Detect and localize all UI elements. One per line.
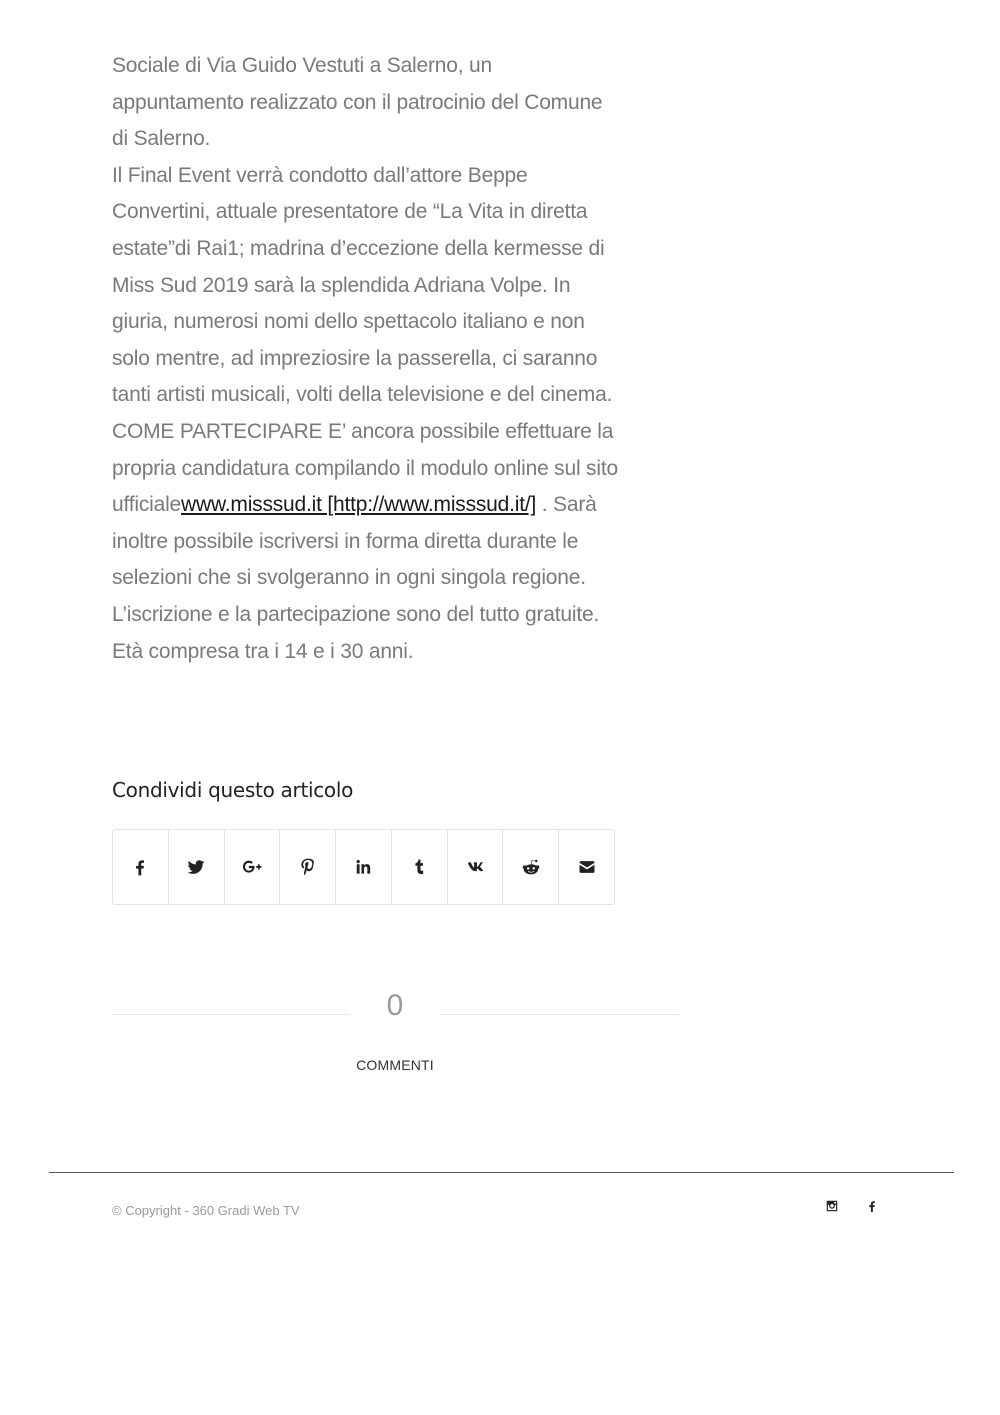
footer-instagram-link[interactable] <box>824 1197 840 1215</box>
copyright-text: © Copyright - 360 Gradi Web TV <box>112 1203 300 1218</box>
footer-social-links <box>824 1197 880 1215</box>
share-bar <box>112 829 615 905</box>
article-text: . Sarà inoltre possibile iscriversi in forma diretta durante le selezioni che si svolgeranno in ogni singola regione. L’iscrizione e la partecipazione sono del tutto gratuite. Età compresa tra i 14 e i 30 anni. <box>112 493 600 663</box>
share-mail-button[interactable] <box>559 830 614 904</box>
article-text: COME PARTECIPARE E’ ancora possibile effettuare la propria candidatura compilando il modulo online sul sito ufficiale <box>112 419 618 517</box>
share-tumblr-button[interactable] <box>392 830 448 904</box>
comments-label[interactable]: COMMENTI <box>356 1057 434 1073</box>
comments-section <box>112 985 679 1085</box>
footer-facebook-link[interactable] <box>864 1197 880 1215</box>
share-twitter-button[interactable] <box>169 830 225 904</box>
share-facebook-button[interactable] <box>113 830 169 904</box>
reddit-icon <box>521 857 541 877</box>
divider <box>112 1014 350 1015</box>
mail-icon <box>577 857 597 877</box>
twitter-icon <box>186 857 206 877</box>
share-google-plus-button[interactable] <box>225 830 281 904</box>
pinterest-icon <box>298 857 318 877</box>
share-linkedin-button[interactable] <box>336 830 392 904</box>
share-title: Condividi questo articolo <box>112 778 354 802</box>
misssud-link[interactable]: www.misssud.it [http://www.misssud.it/] <box>181 493 537 517</box>
instagram-icon <box>825 1199 839 1213</box>
divider <box>440 1014 679 1015</box>
tumblr-icon <box>409 857 429 877</box>
facebook-icon <box>865 1199 879 1213</box>
google-plus-icon <box>242 857 262 877</box>
article-paragraph: Sociale di Via Guido Vestuti a Salerno, un appuntamento realizzato con il patrocinio del Comune di Salerno. <box>112 54 603 151</box>
linkedin-icon <box>354 857 374 877</box>
article-paragraph: Il Final Event verrà condotto dall’attore Beppe Convertini, attuale presentatore de “La Vita in diretta estate”di Rai1; madrina d’eccezione della kermesse di Miss Sud 2019 sarà la splendida Adriana Volpe. In giuria, numerosi nomi dello spettacolo italiano e non solo mentre, ad impreziosire la passerella, ci saranno tanti artisti musicali, volti della televisione e del cinema. <box>112 163 613 407</box>
footer-divider <box>49 1172 954 1173</box>
facebook-icon <box>130 857 150 877</box>
share-reddit-button[interactable] <box>503 830 559 904</box>
article-paragraph <box>112 414 622 670</box>
share-vk-button[interactable] <box>448 830 504 904</box>
comments-count: 0 <box>386 989 404 1022</box>
share-pinterest-button[interactable] <box>280 830 336 904</box>
article-body <box>112 48 622 670</box>
vk-icon <box>465 857 485 877</box>
